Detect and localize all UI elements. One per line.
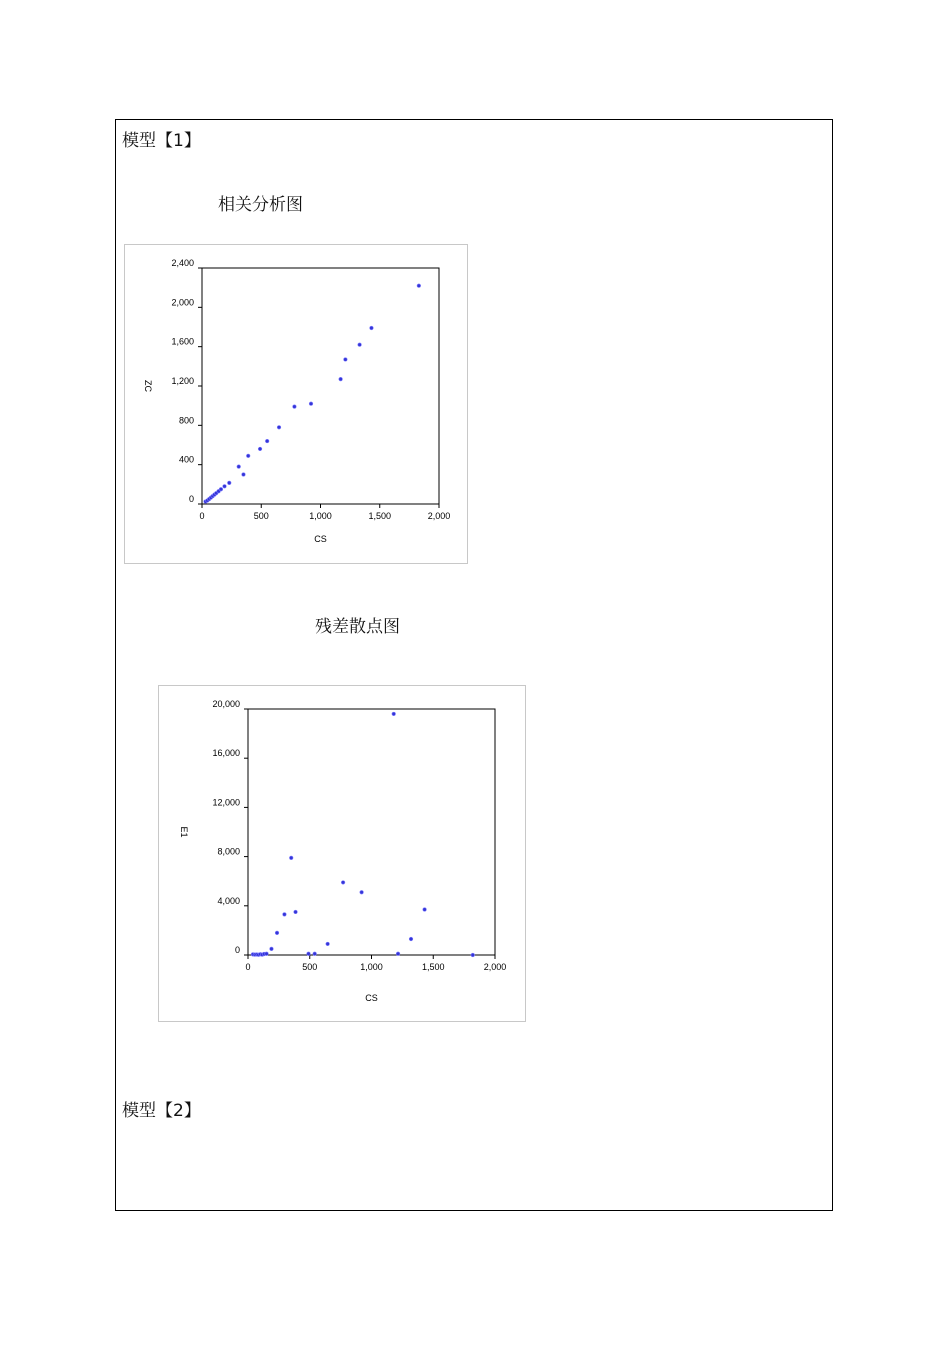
correlation-chart-panel	[124, 244, 468, 564]
data-point	[344, 358, 348, 362]
data-point	[307, 952, 311, 956]
data-point	[242, 473, 246, 477]
y-axis-label: E1	[179, 826, 189, 838]
data-point	[392, 712, 396, 716]
x-tick-label: 1,500	[368, 511, 392, 521]
correlation-scatter-plot	[125, 245, 467, 563]
data-point	[409, 937, 413, 941]
x-tick-label: 1,000	[360, 962, 383, 972]
y-tick-label: 2,000	[171, 297, 194, 308]
data-point	[293, 405, 297, 409]
x-tick-label: 500	[302, 962, 318, 972]
data-point	[360, 890, 364, 894]
model-2-label: 模型【2】	[122, 1101, 201, 1121]
y-tick-label: 2,400	[171, 258, 194, 268]
data-point	[370, 326, 374, 330]
y-tick-label: 0	[188, 494, 194, 504]
x-tick-label: 2,000	[427, 511, 451, 521]
y-tick-label: 20,000	[212, 699, 240, 709]
data-point	[258, 447, 262, 451]
data-point	[289, 856, 293, 860]
residual-scatter-plot	[159, 686, 525, 1021]
data-point	[277, 426, 281, 430]
y-tick-label: 800	[178, 415, 194, 426]
data-point	[246, 454, 250, 458]
residual-chart-panel	[158, 685, 526, 1022]
x-tick-label: 2,000	[483, 962, 507, 972]
data-point	[396, 952, 400, 956]
y-tick-label: 0	[234, 945, 240, 955]
data-point	[223, 485, 227, 489]
data-point	[270, 947, 274, 951]
x-axis-label: CS	[314, 534, 327, 544]
x-tick-label: 1,000	[309, 511, 332, 521]
model-1-label: 模型【1】	[122, 131, 201, 151]
x-axis-label: CS	[365, 993, 378, 1003]
x-tick-label: 500	[253, 511, 269, 521]
data-point	[417, 284, 421, 288]
data-point	[358, 343, 362, 347]
data-point	[326, 942, 330, 946]
plot-area-border	[248, 709, 495, 955]
data-point	[313, 952, 317, 956]
data-point	[275, 931, 279, 935]
y-axis-label: ZC	[143, 380, 153, 392]
residual-chart-title: 残差散点图	[315, 617, 400, 637]
y-tick-label: 12,000	[212, 797, 240, 808]
x-tick-label: 0	[245, 962, 251, 972]
x-tick-label: 0	[199, 511, 205, 521]
data-point	[265, 952, 269, 956]
y-tick-label: 400	[178, 454, 194, 465]
y-tick-label: 1,200	[171, 376, 194, 386]
data-point	[283, 913, 287, 917]
data-point	[237, 465, 241, 469]
data-point	[339, 377, 343, 381]
data-point	[341, 881, 345, 885]
data-point	[294, 910, 298, 914]
y-tick-label: 4,000	[217, 895, 240, 906]
data-point	[309, 402, 313, 406]
y-tick-label: 1,600	[171, 336, 194, 347]
correlation-chart-title: 相关分析图	[218, 195, 303, 215]
plot-area-border	[202, 268, 439, 504]
y-tick-label: 16,000	[212, 748, 240, 759]
data-point	[423, 908, 427, 912]
data-point	[265, 439, 269, 443]
data-point	[227, 481, 231, 485]
y-tick-label: 8,000	[217, 846, 240, 857]
data-point	[471, 953, 475, 957]
x-tick-label: 1,500	[421, 962, 445, 972]
data-point	[219, 487, 223, 491]
